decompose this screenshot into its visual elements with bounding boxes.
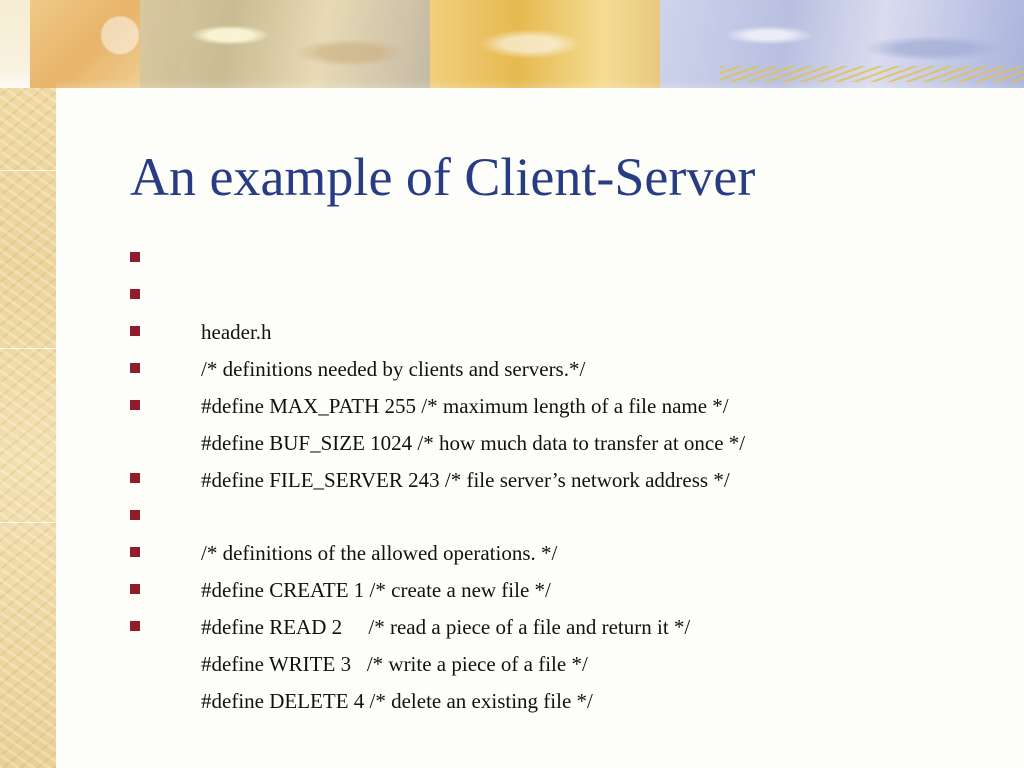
top-decorative-banner xyxy=(0,0,1024,88)
bullet-item xyxy=(128,240,745,344)
banner-fade xyxy=(56,80,1024,130)
bullet-marker-icon xyxy=(130,289,140,299)
bullet-marker-icon xyxy=(130,326,140,336)
bullet-text: #define CREATE 1 /* create a new file */ xyxy=(201,578,551,602)
left-decorative-strip xyxy=(0,0,56,768)
strip-seam xyxy=(0,522,56,523)
bullet-text: #define BUF_SIZE 1024 /* how much data to transfer at once */ xyxy=(201,431,746,455)
bullet-marker-icon xyxy=(130,473,140,483)
bullet-list xyxy=(128,240,746,713)
bullet-text: #define READ 2 /* read a piece of a file and return it */ xyxy=(201,615,691,639)
bullet-marker-icon xyxy=(130,510,140,520)
bullet-text: /* definitions of the allowed operations. */ xyxy=(201,541,558,565)
bullet-text: #define DELETE 4 /* delete an existing file */ xyxy=(201,689,593,713)
banner-image-tile xyxy=(140,0,440,88)
banner-image-tile xyxy=(430,0,680,88)
bullet-text: header.h xyxy=(201,320,272,344)
strip-seam xyxy=(0,170,56,171)
bullet-marker-icon xyxy=(130,547,140,557)
bullet-text: /* definitions needed by clients and servers.*/ xyxy=(201,357,586,381)
bullet-text: #define FILE_SERVER 243 /* file server’s network address */ xyxy=(201,468,730,492)
bullet-marker-icon xyxy=(130,252,140,262)
bullet-text: #define WRITE 3 /* write a piece of a file */ xyxy=(201,652,588,676)
bullet-marker-icon xyxy=(130,400,140,410)
bullet-item xyxy=(128,461,745,565)
bullet-text: #define MAX_PATH 255 /* maximum length of a file name */ xyxy=(201,394,729,418)
bullet-spacer xyxy=(128,425,745,461)
strip-seam xyxy=(0,348,56,349)
bullet-marker-icon xyxy=(130,363,140,373)
bullet-marker-icon xyxy=(130,621,140,631)
banner-image-tile xyxy=(660,0,1024,88)
bullet-marker-icon xyxy=(130,584,140,594)
slide-title: An example of Client-Server xyxy=(130,147,756,207)
